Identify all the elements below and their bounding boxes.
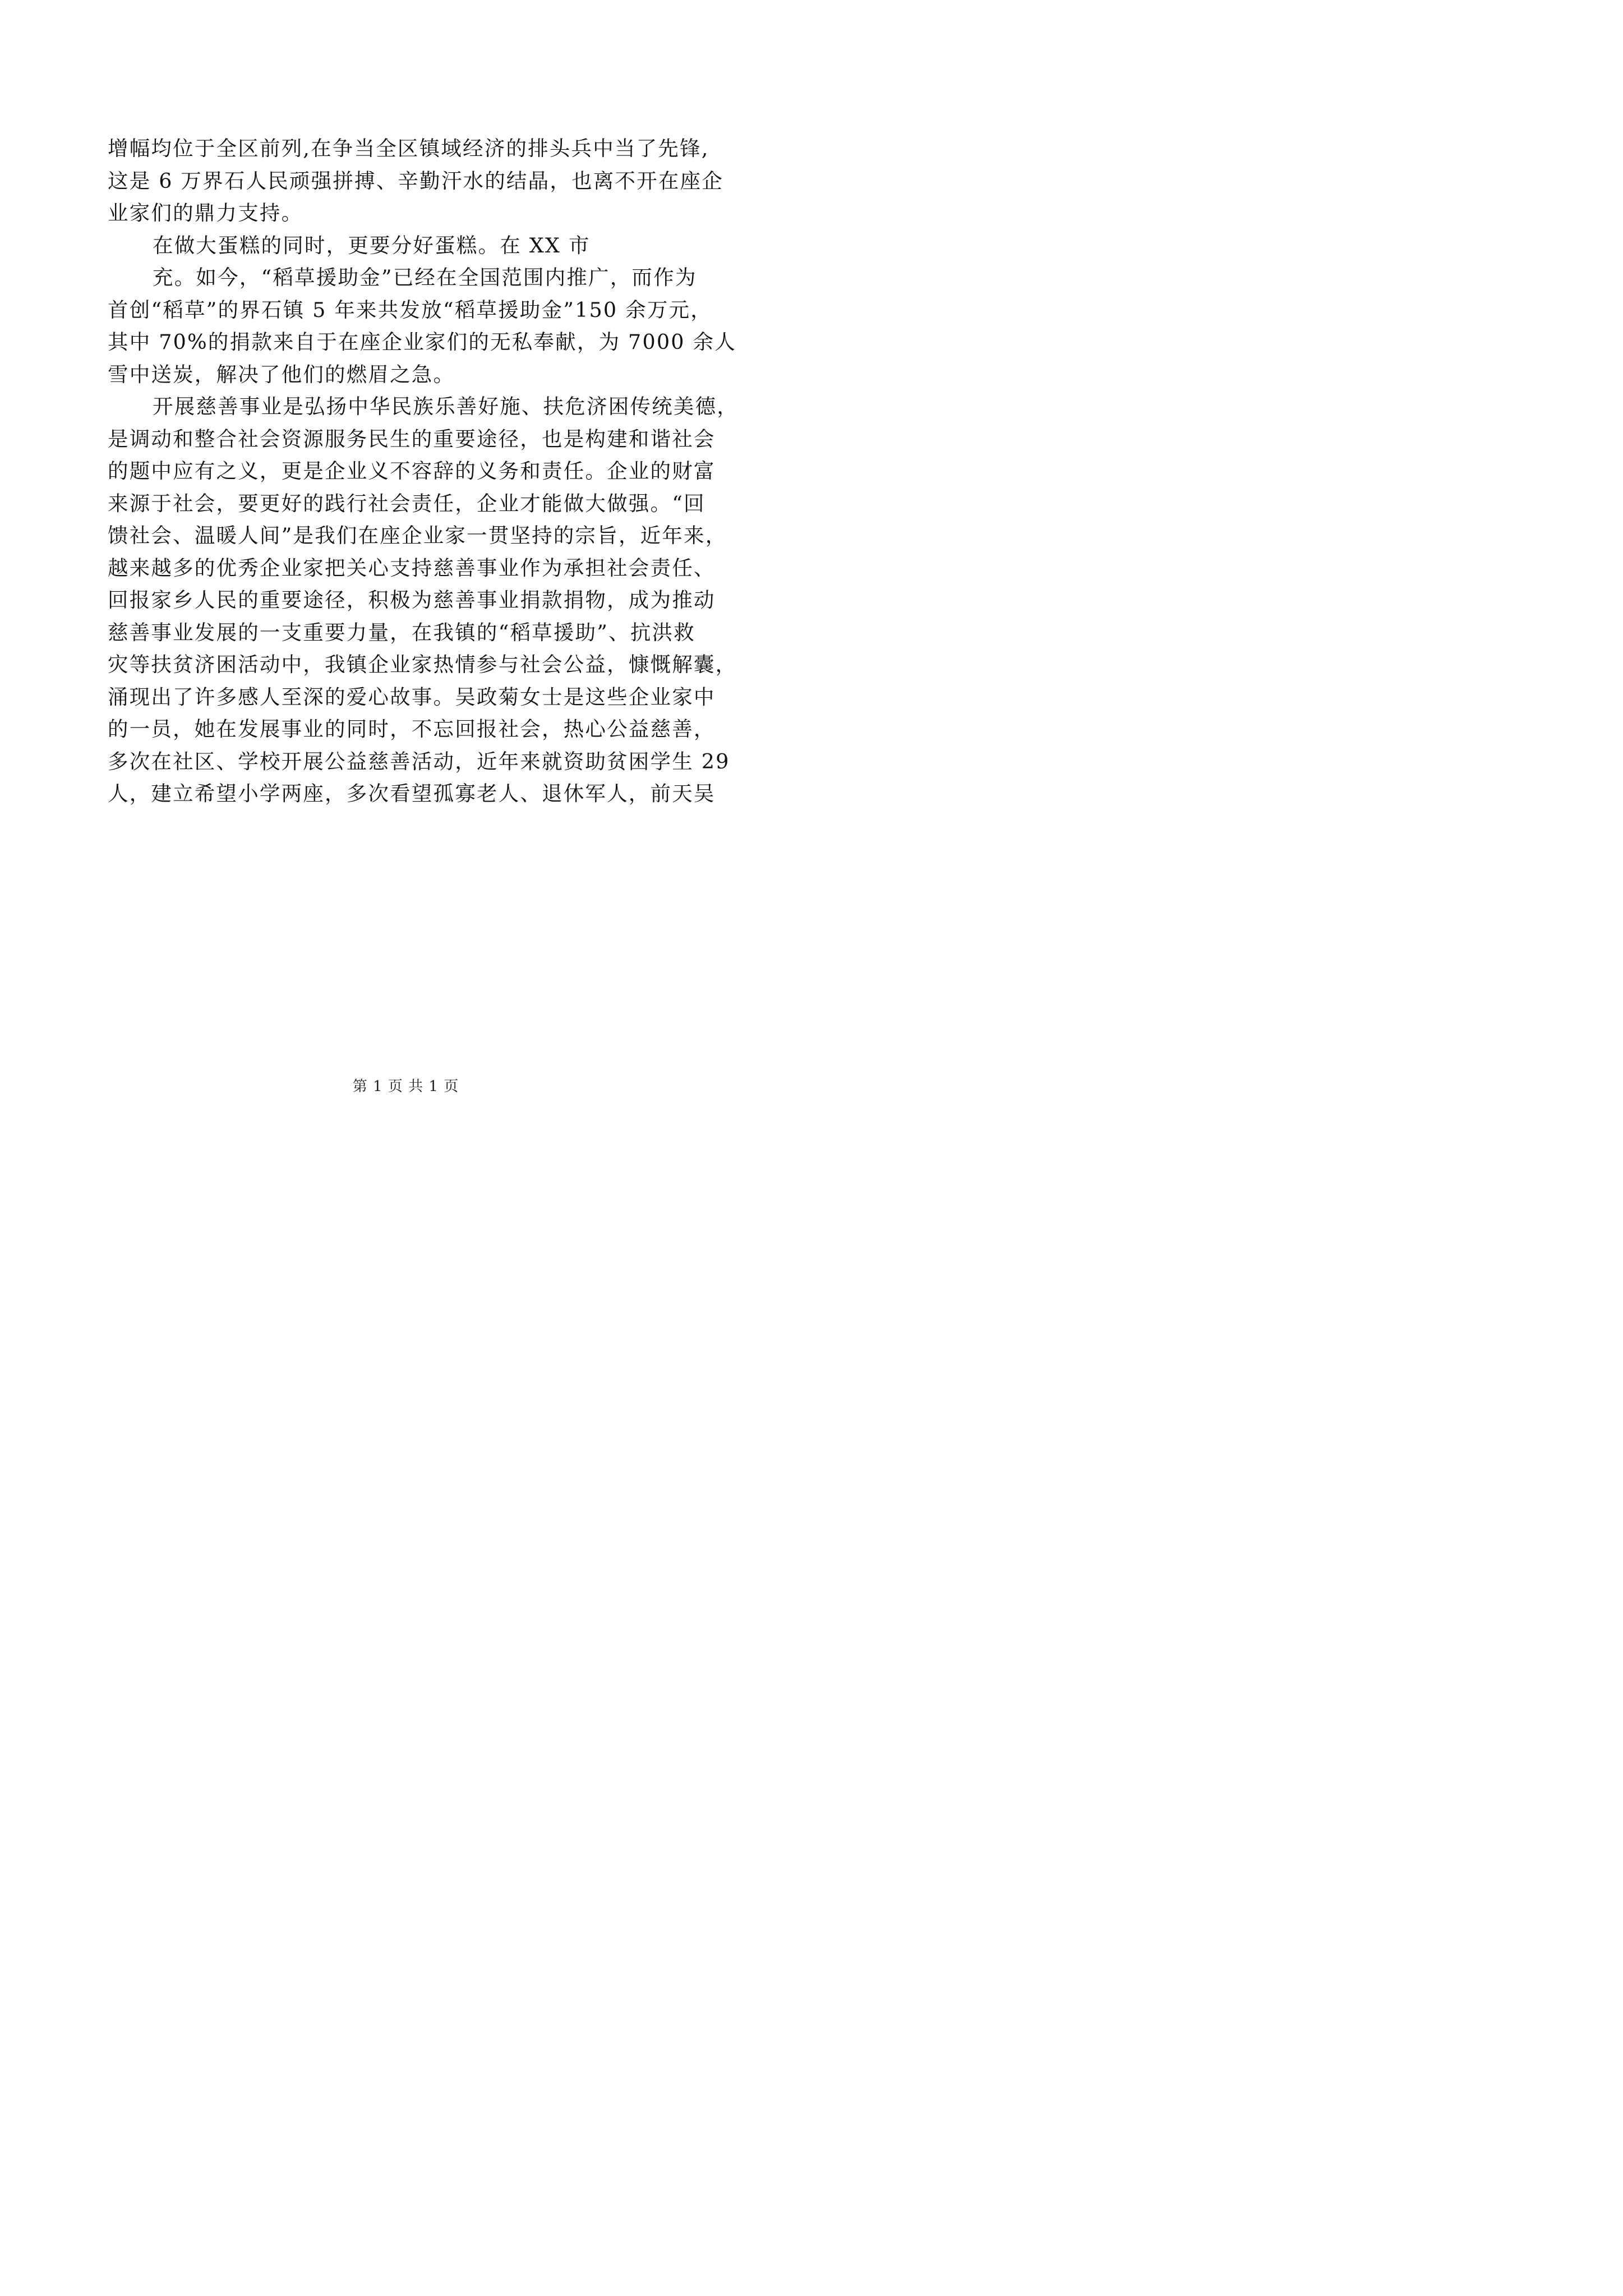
text-line: 在做大蛋糕的同时，更要分好蛋糕。在 XX 市 xyxy=(153,233,591,257)
text-line: 多次在社区、学校开展公益慈善活动，近年来就资助贫困学生 29 xyxy=(108,749,730,774)
text-line: 回报家乡人民的重要途径，积极为慈善事业捐款捐物，成为推动 xyxy=(108,588,716,612)
text-line: 越来越多的优秀企业家把关心支持慈善事业作为承担社会责任、 xyxy=(108,555,716,580)
text-line: 首创“稻草”的界石镇 5 年来共发放“稻草援助金”150 余万元， xyxy=(108,297,712,322)
paragraph-4 xyxy=(108,390,739,810)
paragraph-2 xyxy=(108,229,713,262)
text-line: 馈社会、温暖人间”是我们在座企业家一贯坚持的宗旨，近年来， xyxy=(108,523,727,547)
text-line: 人，建立希望小学两座，多次看望孤寡老人、退休军人，前天吴 xyxy=(108,781,716,806)
paragraph-1 xyxy=(108,132,723,229)
text-line: 来源于社会，要更好的践行社会责任，企业才能做大做强。“回 xyxy=(108,491,706,516)
text-line: 其中 70%的捐款来自于在座企业家们的无私奉献，为 7000 余人 xyxy=(108,330,736,354)
page-footer: 第 1 页 共 1 页 xyxy=(352,1078,459,1095)
text-line: 涌现出了许多感人至深的爱心故事。吴政菊女士是这些企业家中 xyxy=(108,684,716,709)
text-line: 的题中应有之义，更是企业义不容辞的义务和责任。企业的财富 xyxy=(108,459,716,483)
text-line: 慈善事业发展的一支重要力量，在我镇的“稻草援助”、抗洪救 xyxy=(108,620,695,645)
text-line: 是调动和整合社会资源服务民生的重要途径，也是构建和谐社会 xyxy=(108,426,716,451)
text-line: 的一员，她在发展事业的同时，不忘回报社会，热心公益慈善， xyxy=(108,717,716,741)
document-page xyxy=(0,0,811,1148)
text-line: 业家们的鼎力支持。 xyxy=(108,201,303,225)
document-body xyxy=(108,132,739,810)
text-line: 灾等扶贫济困活动中，我镇企业家热情参与社会公益，慷慨解囊， xyxy=(108,652,737,677)
text-line: 这是 6 万界石人民顽强拼搏、辛勤汗水的结晶，也离不开在座企 xyxy=(108,168,723,193)
text-line: 雪中送炭，解决了他们的燃眉之急。 xyxy=(108,362,455,386)
text-line: 增幅均位于全区前列,在争当全区镇域经济的排头兵中当了先锋, xyxy=(108,136,709,160)
paragraph-3 xyxy=(108,261,736,390)
text-line: 开展慈善事业是弘扬中华民族乐善好施、扶危济困传统美德， xyxy=(153,394,739,418)
text-line: 充。如今，“稻草援助金”已经在全国范围内推广，而作为 xyxy=(153,265,697,289)
